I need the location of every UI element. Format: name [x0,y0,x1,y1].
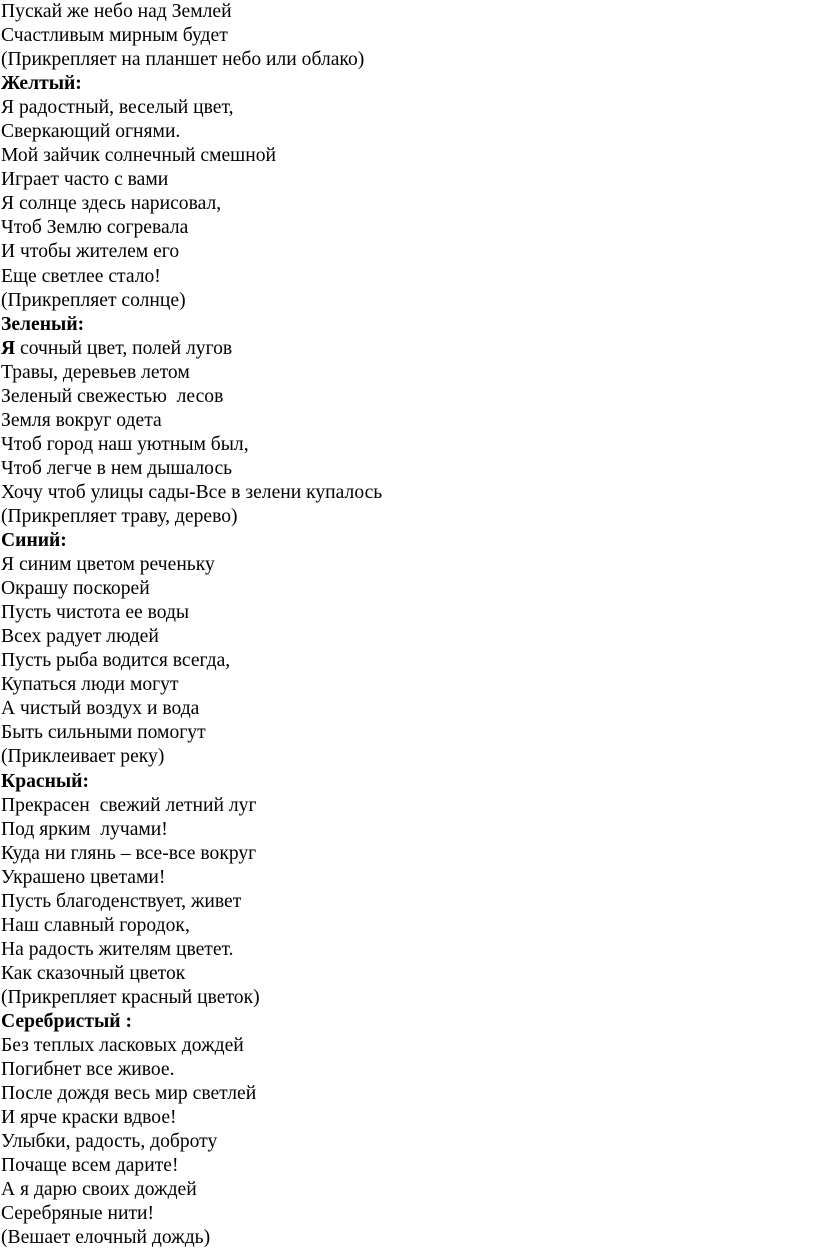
section-heading: Желтый: [1,73,82,95]
text-line: Земля вокруг одета [1,409,162,431]
text-line: Пускай же небо над Землей [1,1,232,22]
text-line: Я солнце здесь нарисовал, [1,193,222,215]
text-line: Купаться люди могут [1,674,179,696]
text-line: Пусть чистота ее воды [1,602,190,624]
text-line: Почаще всем дарите! [1,1155,179,1177]
text-line: Я радостный, веселый цвет, [1,97,234,119]
text-line: Еще светлее стало! [1,265,161,287]
text-line: Я синим цветом реченьку [1,554,215,576]
line-lead-word: Я [1,337,16,359]
text-line: После дождя весь мир светлей [1,1083,257,1105]
text-line: А чистый воздух и вода [1,698,200,720]
text-line: (Приклеивает реку) [1,746,165,768]
section-heading: Зеленый: [1,313,85,335]
text-line: Быть сильными помогут [1,722,206,744]
text-line: Зеленый свежестью лесов [1,385,224,407]
text-line: Куда ни глянь – все-все вокруг [1,842,257,864]
text-line: Погибнет все живое. [1,1059,175,1081]
document-body [1,0,811,1250]
text-line: И чтобы жителем его [1,241,180,263]
text-line: Сверкающий огнями. [1,121,181,143]
line-rest: сочный цвет, полей лугов [15,337,233,359]
text-line: Без теплых ласковых дождей [1,1035,244,1057]
text-line: Всех радует людей [1,626,159,648]
text-line: Под ярким лучами! [1,818,168,840]
text-line: (Прикрепляет солнце) [1,289,186,311]
text-line: Украшено цветами! [1,866,166,888]
section-heading: Серебристый : [1,1010,132,1032]
text-line: Чтоб город наш уютным был, [1,433,249,455]
text-line: Хочу чтоб улицы сады-Все в зелени купалось [1,481,383,503]
section-heading: Красный: [1,770,89,792]
text-line: Улыбки, радость, доброту [1,1131,218,1153]
text-line: Мой зайчик солнечный смешной [1,145,277,167]
text-line: Как сказочный цветок [1,962,186,984]
text-line: Чтоб Землю согревала [1,217,189,239]
text-line: Играет часто с вами [1,169,169,191]
text-line: Пусть благоденствует, живет [1,890,242,912]
text-line: А я дарю своих дождей [1,1179,197,1201]
text-line: На радость жителям цветет. [1,938,234,960]
text-line: (Вешает елочный дождь) [1,1227,211,1249]
text-line: (Прикрепляет траву, дерево) [1,505,238,527]
text-line: (Прикрепляет на планшет небо или облако) [1,49,365,71]
text-line: Окрашу поскорей [1,578,150,600]
text-line: Наш славный городок, [1,914,190,936]
text-line: Счастливым мирным будет [1,25,228,47]
text-line: Травы, деревьев летом [1,361,190,383]
text-line [1,337,811,361]
text-line: Чтоб легче в нем дышалось [1,457,233,479]
text-line: Прекрасен свежий летний луг [1,794,257,816]
text-line: Пусть рыба водится всегда, [1,650,231,672]
text-line: Серебряные нити! [1,1203,155,1225]
text-line: (Прикрепляет красный цветок) [1,986,260,1008]
section-heading: Синий: [1,530,67,552]
text-line: И ярче краски вдвое! [1,1107,177,1129]
